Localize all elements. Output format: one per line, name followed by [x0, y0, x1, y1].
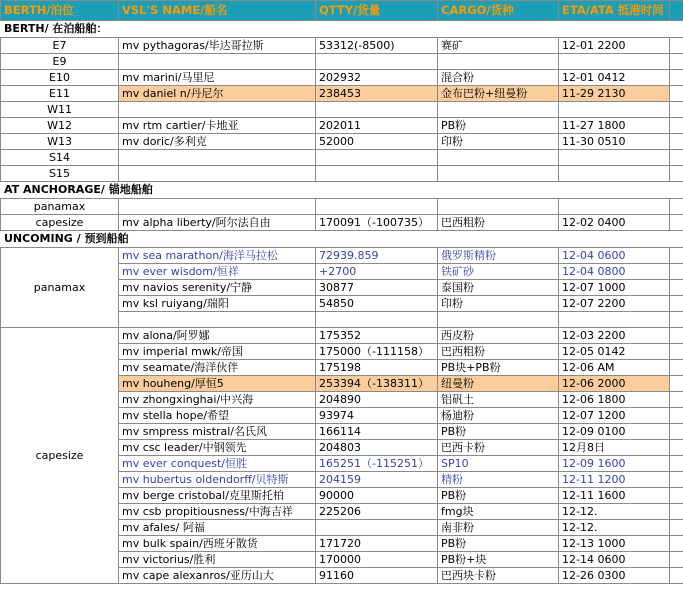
eta-cell: 12-09 1600 [559, 456, 670, 472]
vessel-name-cell [119, 102, 316, 118]
vessel-name-cell: mv seamate/海洋伙伴 [119, 360, 316, 376]
table-row[interactable] [1, 134, 683, 150]
eta-cell: 11-30 0510 [559, 134, 670, 150]
cargo-cell [438, 166, 559, 182]
quantity-cell [316, 312, 438, 328]
section-berth [1, 21, 683, 38]
vessel-name-cell: mv ever wisdom/恒祥 [119, 264, 316, 280]
blank-cell [670, 150, 683, 166]
eta-cell: 12-01 0412 [559, 70, 670, 86]
eta-cell [559, 199, 670, 215]
cargo-cell [438, 102, 559, 118]
blank-cell [670, 312, 683, 328]
vessel-name-cell: mv smpress mistral/名氏风 [119, 424, 316, 440]
berth-cell: capesize [1, 215, 119, 231]
vessel-name-cell: mv pythagoras/毕达哥拉斯 [119, 38, 316, 54]
eta-cell: 12-04 0600 [559, 248, 670, 264]
vessel-name-cell [119, 150, 316, 166]
blank-cell [670, 199, 683, 215]
quantity-cell: 30877 [316, 280, 438, 296]
blank-cell [670, 424, 683, 440]
group-label-capesize: capesize [1, 328, 119, 584]
cargo-cell [438, 54, 559, 70]
eta-cell: 12-06 2000 [559, 376, 670, 392]
vessel-name-cell [119, 312, 316, 328]
quantity-cell: 165251（-115251） [316, 456, 438, 472]
eta-cell [559, 150, 670, 166]
blank-cell [670, 520, 683, 536]
quantity-cell: 54850 [316, 296, 438, 312]
blank-cell [670, 328, 683, 344]
quantity-cell [316, 166, 438, 182]
berth-cell: W11 [1, 102, 119, 118]
blank-cell [670, 504, 683, 520]
quantity-cell: 202011 [316, 118, 438, 134]
blank-cell [670, 344, 683, 360]
eta-cell: 12-12. [559, 504, 670, 520]
vessel-name-cell [119, 166, 316, 182]
cargo-cell: PB粉+块 [438, 552, 559, 568]
section-upcoming [1, 231, 683, 248]
eta-cell: 12-07 2200 [559, 296, 670, 312]
berth-cell: E11 [1, 86, 119, 102]
quantity-cell: 52000 [316, 134, 438, 150]
eta-cell: 12-26 0300 [559, 568, 670, 584]
quantity-cell: 175198 [316, 360, 438, 376]
table-row[interactable] [1, 54, 683, 70]
vessel-name-cell: mv ever conquest/恒胜 [119, 456, 316, 472]
cargo-cell: 混合粉 [438, 70, 559, 86]
table-row[interactable] [1, 248, 683, 264]
vessel-name-cell: mv alpha liberty/阿尔法自由 [119, 215, 316, 231]
cargo-cell: 印粉 [438, 296, 559, 312]
table-row[interactable] [1, 102, 683, 118]
cargo-cell: 金布巴粉+纽曼粉 [438, 86, 559, 102]
blank-cell [670, 296, 683, 312]
blank-cell [670, 408, 683, 424]
cargo-cell [438, 312, 559, 328]
cargo-cell: PB粉 [438, 536, 559, 552]
cargo-cell: PB粉 [438, 424, 559, 440]
blank-cell [670, 118, 683, 134]
vessel-name-cell [119, 199, 316, 215]
header-blank [670, 1, 683, 21]
blank-cell [670, 248, 683, 264]
vessel-name-cell: mv berge cristobal/克里斯托柏 [119, 488, 316, 504]
eta-cell: 12-13 1000 [559, 536, 670, 552]
blank-cell [670, 102, 683, 118]
cargo-cell: 纽曼粉 [438, 376, 559, 392]
blank-cell [670, 440, 683, 456]
cargo-cell: PB粉 [438, 118, 559, 134]
quantity-cell: 90000 [316, 488, 438, 504]
cargo-cell: SP10 [438, 456, 559, 472]
section-anchorage [1, 182, 683, 199]
eta-cell: 12月8日 [559, 440, 670, 456]
quantity-cell: 204890 [316, 392, 438, 408]
berth-cell: W12 [1, 118, 119, 134]
quantity-cell: 171720 [316, 536, 438, 552]
cargo-cell: 巴西粗粉 [438, 215, 559, 231]
blank-cell [670, 264, 683, 280]
quantity-cell: 166114 [316, 424, 438, 440]
section-title: AT ANCHORAGE/ 锚地船舶 [1, 182, 683, 199]
vessel-name-cell: mv zhongxinghai/中兴海 [119, 392, 316, 408]
eta-cell: 12-02 0400 [559, 215, 670, 231]
cargo-cell: PB块+PB粉 [438, 360, 559, 376]
blank-cell [670, 215, 683, 231]
blank-cell [670, 456, 683, 472]
vessel-name-cell: mv marini/马里尼 [119, 70, 316, 86]
cargo-cell [438, 199, 559, 215]
quantity-cell: 204159 [316, 472, 438, 488]
quantity-cell: 175352 [316, 328, 438, 344]
blank-cell [670, 38, 683, 54]
table-row[interactable] [1, 86, 683, 102]
vessel-name-cell [119, 54, 316, 70]
vessel-name-cell: mv houheng/厚恒5 [119, 376, 316, 392]
quantity-cell [316, 150, 438, 166]
header-eta: ETA/ATA 抵港时间 [559, 1, 670, 21]
blank-cell [670, 568, 683, 584]
vessel-name-cell: mv victorius/胜利 [119, 552, 316, 568]
cargo-cell: 杨迪粉 [438, 408, 559, 424]
eta-cell [559, 54, 670, 70]
cargo-cell: PB粉 [438, 488, 559, 504]
quantity-cell [316, 102, 438, 118]
cargo-cell: 俄罗斯精粉 [438, 248, 559, 264]
blank-cell [670, 552, 683, 568]
group-label-panamax: panamax [1, 248, 119, 328]
blank-cell [670, 360, 683, 376]
eta-cell [559, 312, 670, 328]
blank-cell [670, 134, 683, 150]
berth-cell: E7 [1, 38, 119, 54]
eta-cell: 12-01 2200 [559, 38, 670, 54]
table-row[interactable] [1, 118, 683, 134]
cargo-cell: 巴西块卡粉 [438, 568, 559, 584]
blank-cell [670, 472, 683, 488]
blank-cell [670, 536, 683, 552]
vessel-name-cell: mv imperial mwk/帝国 [119, 344, 316, 360]
eta-cell: 12-03 2200 [559, 328, 670, 344]
cargo-cell: 泰国粉 [438, 280, 559, 296]
cargo-cell: 精粉 [438, 472, 559, 488]
eta-cell: 12-12. [559, 520, 670, 536]
vessel-name-cell: mv alona/阿罗娜 [119, 328, 316, 344]
table-row[interactable] [1, 215, 683, 231]
cargo-cell [438, 150, 559, 166]
eta-cell: 12-11 1200 [559, 472, 670, 488]
vessel-name-cell: mv ksl ruiyang/瑞阳 [119, 296, 316, 312]
header-name: VSL'S NAME/船名 [119, 1, 316, 21]
vessel-name-cell: mv cape alexanros/亚历山大 [119, 568, 316, 584]
berth-cell: E10 [1, 70, 119, 86]
quantity-cell [316, 54, 438, 70]
eta-cell: 12-14 0600 [559, 552, 670, 568]
header-qtty: QTTY/货量 [316, 1, 438, 21]
vessel-name-cell: mv doric/多利克 [119, 134, 316, 150]
quantity-cell: 93974 [316, 408, 438, 424]
quantity-cell: 253394（-138311） [316, 376, 438, 392]
eta-cell: 12-06 1800 [559, 392, 670, 408]
vessel-name-cell: mv csb propitiousness/中海吉祥 [119, 504, 316, 520]
cargo-cell: 铝矾土 [438, 392, 559, 408]
vessel-name-cell: mv sea marathon/海洋马拉松 [119, 248, 316, 264]
eta-cell [559, 102, 670, 118]
quantity-cell: 91160 [316, 568, 438, 584]
cargo-cell: 西皮粉 [438, 328, 559, 344]
eta-cell: 11-27 1800 [559, 118, 670, 134]
quantity-cell [316, 199, 438, 215]
blank-cell [670, 54, 683, 70]
table-row[interactable] [1, 199, 683, 215]
quantity-cell: 175000（-111158） [316, 344, 438, 360]
blank-cell [670, 392, 683, 408]
quantity-cell: 238453 [316, 86, 438, 102]
blank-cell [670, 376, 683, 392]
blank-cell [670, 280, 683, 296]
eta-cell: 12-09 0100 [559, 424, 670, 440]
table-row[interactable] [1, 166, 683, 182]
quantity-cell: 53312(-8500) [316, 38, 438, 54]
quantity-cell: 204803 [316, 440, 438, 456]
quantity-cell: 202932 [316, 70, 438, 86]
eta-cell: 12-07 1000 [559, 280, 670, 296]
table-row[interactable] [1, 328, 683, 344]
vessel-name-cell: mv navios serenity/宁静 [119, 280, 316, 296]
cargo-cell: 巴西粗粉 [438, 344, 559, 360]
berth-cell: panamax [1, 199, 119, 215]
cargo-cell: 赛矿 [438, 38, 559, 54]
eta-cell: 11-29 2130 [559, 86, 670, 102]
blank-cell [670, 488, 683, 504]
vessel-name-cell: mv hubertus oldendorff/贝特斯 [119, 472, 316, 488]
berth-cell: S15 [1, 166, 119, 182]
berth-cell: E9 [1, 54, 119, 70]
section-title: BERTH/ 在泊船舶： [1, 21, 683, 38]
eta-cell: 12-05 0142 [559, 344, 670, 360]
blank-cell [670, 86, 683, 102]
eta-cell: 12-07 1200 [559, 408, 670, 424]
cargo-cell: 巴西卡粉 [438, 440, 559, 456]
berth-cell: W13 [1, 134, 119, 150]
eta-cell: 12-06 AM [559, 360, 670, 376]
eta-cell [559, 166, 670, 182]
quantity-cell: 225206 [316, 504, 438, 520]
table-row[interactable] [1, 70, 683, 86]
table-row[interactable] [1, 38, 683, 54]
vessel-name-cell: mv afales/ 阿福 [119, 520, 316, 536]
quantity-cell: 170000 [316, 552, 438, 568]
vessel-name-cell: mv bulk spain/西班牙散货 [119, 536, 316, 552]
quantity-cell [316, 520, 438, 536]
header-cargo: CARGO/货种 [438, 1, 559, 21]
vessel-name-cell: mv rtm cartier/卡地亚 [119, 118, 316, 134]
cargo-cell: 南非粉 [438, 520, 559, 536]
cargo-cell: 印粉 [438, 134, 559, 150]
header-row [1, 1, 683, 21]
vessel-name-cell: mv daniel n/丹尼尔 [119, 86, 316, 102]
quantity-cell: 72939.859 [316, 248, 438, 264]
table-row[interactable] [1, 150, 683, 166]
eta-cell: 12-11 1600 [559, 488, 670, 504]
section-title: UNCOMING / 预到船舶 [1, 231, 683, 248]
berth-cell: S14 [1, 150, 119, 166]
vessel-name-cell: mv csc leader/中钢领先 [119, 440, 316, 456]
cargo-cell: fmg块 [438, 504, 559, 520]
quantity-cell: +2700 [316, 264, 438, 280]
cargo-cell: 铁矿砂 [438, 264, 559, 280]
vessel-name-cell: mv stella hope/希望 [119, 408, 316, 424]
quantity-cell: 170091（-100735） [316, 215, 438, 231]
blank-cell [670, 166, 683, 182]
blank-cell [670, 70, 683, 86]
eta-cell: 12-04 0800 [559, 264, 670, 280]
header-berth: BERTH/泊位 [1, 1, 119, 21]
